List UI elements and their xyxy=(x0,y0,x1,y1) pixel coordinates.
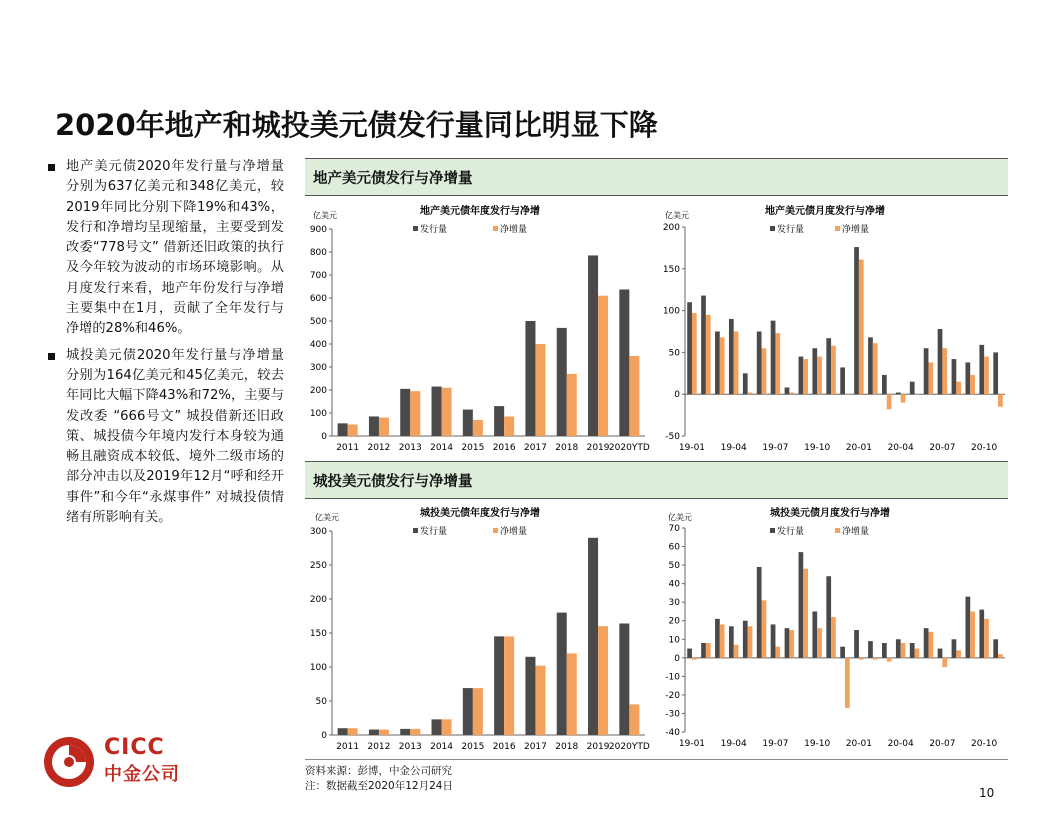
lgfv-monthly-chart xyxy=(660,500,1010,758)
section-title: 城投美元债发行与净增量 xyxy=(313,474,473,490)
legend-label: 净增量 xyxy=(500,527,528,537)
x-tick-label: 20-10 xyxy=(971,443,998,453)
bar-issue xyxy=(715,332,720,395)
bar-net xyxy=(845,394,850,395)
legend-swatch xyxy=(770,226,775,231)
x-tick-label: 2015 xyxy=(461,443,485,453)
legend-label: 净增量 xyxy=(842,527,870,537)
bullet-property xyxy=(44,157,284,340)
legend-swatch xyxy=(770,528,775,533)
y-tick-label: 70 xyxy=(668,524,680,534)
section-header-property xyxy=(305,158,1008,196)
x-tick-label: 20-04 xyxy=(887,739,914,749)
bar-issue xyxy=(557,613,567,735)
y-tick-label: 250 xyxy=(309,561,327,571)
x-tick-label: 19-04 xyxy=(720,739,747,749)
bar-issue xyxy=(338,728,348,735)
section-title: 地产美元债发行与净增量 xyxy=(313,171,473,187)
bar-net xyxy=(598,296,608,436)
logo-cn: 中金公司 xyxy=(104,764,180,785)
bar-issue xyxy=(432,387,442,436)
bar-net xyxy=(915,649,920,658)
y-tick-label: -50 xyxy=(665,432,680,442)
bar-net xyxy=(789,630,794,658)
chart-title: 地产美元债月度发行与净增 xyxy=(765,206,885,217)
bar-net xyxy=(734,645,739,658)
bar-issue xyxy=(494,406,504,436)
y-tick-label: 500 xyxy=(309,317,327,327)
bar-issue xyxy=(812,611,817,657)
bar-net xyxy=(442,388,452,436)
x-tick-label: 2014 xyxy=(430,443,454,453)
x-tick-label: 2018 xyxy=(555,742,579,752)
bar-net xyxy=(692,313,697,394)
x-tick-label: 2011 xyxy=(336,443,360,453)
bar-net xyxy=(762,348,767,394)
bar-net xyxy=(442,719,452,735)
bar-net xyxy=(928,362,933,394)
y-axis-unit: 亿美元 xyxy=(315,513,339,522)
bar-net xyxy=(473,420,483,436)
bar-net xyxy=(504,416,514,436)
y-tick-label: 300 xyxy=(309,363,327,373)
x-tick-label: 2019 xyxy=(586,742,610,752)
bar-issue xyxy=(896,393,901,395)
bar-net xyxy=(734,332,739,395)
bar-net xyxy=(379,418,389,436)
bar-issue xyxy=(965,362,970,394)
bar-issue xyxy=(525,321,535,436)
bar-net xyxy=(748,393,753,395)
bar-issue xyxy=(910,382,915,395)
legend-label: 发行量 xyxy=(777,527,805,537)
x-tick-label: 2019 xyxy=(586,443,610,453)
bar-issue xyxy=(369,730,379,735)
bar-net xyxy=(817,357,822,395)
y-axis-unit: 亿美元 xyxy=(313,211,337,220)
x-tick-label: 2017 xyxy=(523,742,547,752)
x-tick-label: 20-07 xyxy=(929,739,956,749)
x-tick-label: 20-01 xyxy=(845,739,872,749)
x-tick-label: 2018 xyxy=(555,443,579,453)
bar-net xyxy=(970,611,975,657)
y-axis-unit: 亿美元 xyxy=(668,513,692,522)
legend-swatch xyxy=(835,528,840,533)
x-tick-label: 2012 xyxy=(367,742,391,752)
bar-net xyxy=(504,636,514,735)
bar-net xyxy=(762,600,767,657)
bullet-text: 地产美元债2020年发行量与净增量分别为637亿美元和348亿美元，较2019年同比分别下降19%和43%，发行和净增均呈现缩量，主要受到发改委“778号文” 借新还旧政策的执行及今年较为波动的市场环境影响。从月度发行来看，地产年份发行与净增主要集中在1月，贡献了全年发行与净增的28%和46%。 xyxy=(66,159,284,337)
bar-issue xyxy=(910,643,915,658)
bar-issue xyxy=(882,643,887,658)
bar-net xyxy=(598,626,608,735)
bar-issue xyxy=(965,597,970,658)
x-tick-label: 19-07 xyxy=(762,443,789,453)
legend-label: 发行量 xyxy=(420,225,448,235)
bar-issue xyxy=(463,410,473,436)
bar-net xyxy=(379,730,389,735)
legend-swatch xyxy=(493,226,498,231)
y-tick-label: 50 xyxy=(668,561,680,572)
bar-issue xyxy=(588,538,598,735)
bar-issue xyxy=(525,657,535,735)
bar-issue xyxy=(993,352,998,394)
bar-net xyxy=(956,650,961,657)
bar-net xyxy=(535,666,545,735)
bar-issue xyxy=(687,302,692,394)
y-tick-label: -10 xyxy=(665,672,680,683)
lgfv-annual-chart xyxy=(305,500,650,758)
y-tick-label: 100 xyxy=(309,409,327,419)
chart-title: 地产美元债年度发行与净增 xyxy=(420,206,540,217)
y-tick-label: 200 xyxy=(309,386,327,396)
bar-issue xyxy=(588,255,598,436)
legend-label: 净增量 xyxy=(842,225,870,235)
bar-net xyxy=(942,348,947,394)
x-tick-label: 19-10 xyxy=(804,739,831,749)
y-tick-label: 200 xyxy=(309,595,327,605)
x-tick-label: 19-10 xyxy=(804,443,831,453)
bar-net xyxy=(348,425,358,437)
bar-issue xyxy=(826,576,831,658)
bar-net xyxy=(803,569,808,658)
bar-issue xyxy=(687,649,692,658)
bar-net xyxy=(928,632,933,658)
bar-issue xyxy=(729,626,734,658)
x-tick-label: 2014 xyxy=(430,742,454,752)
bullet-lgfv xyxy=(44,346,284,529)
x-tick-label: 2013 xyxy=(398,443,422,453)
bar-issue xyxy=(979,345,984,394)
bar-net xyxy=(859,260,864,395)
y-tick-label: -40 xyxy=(665,728,680,738)
bar-net xyxy=(915,394,920,395)
y-tick-label: 0 xyxy=(321,432,327,442)
legend-label: 发行量 xyxy=(777,225,805,235)
y-tick-label: 300 xyxy=(309,527,327,537)
bar-net xyxy=(692,658,697,660)
y-tick-label: 20 xyxy=(668,616,680,627)
y-tick-label: 150 xyxy=(662,264,680,275)
bar-issue xyxy=(938,649,943,658)
bar-issue xyxy=(494,636,504,735)
bar-issue xyxy=(812,348,817,394)
bar-issue xyxy=(400,729,410,735)
bar-issue xyxy=(854,247,859,394)
bar-net xyxy=(901,643,906,658)
bar-issue xyxy=(854,630,859,658)
bar-issue xyxy=(757,332,762,395)
y-tick-label: 50 xyxy=(315,697,327,707)
bar-net xyxy=(567,653,577,735)
bar-issue xyxy=(771,321,776,395)
x-tick-label: 2016 xyxy=(492,443,516,453)
date-note: 注：数据截至2020年12月24日 xyxy=(305,780,453,792)
y-tick-label: 600 xyxy=(309,294,327,304)
page-title: 2020年地产和城投美元债发行量同比明显下降 xyxy=(55,108,658,142)
y-tick-label: 900 xyxy=(309,225,327,235)
bar-net xyxy=(535,344,545,436)
bar-issue xyxy=(785,388,790,395)
bar-issue xyxy=(952,639,957,658)
bar-issue xyxy=(979,610,984,658)
x-tick-label: 19-07 xyxy=(762,739,789,749)
bar-issue xyxy=(840,367,845,394)
legend-swatch xyxy=(835,226,840,231)
chart-title: 城投美元债年度发行与净增 xyxy=(420,508,540,519)
y-tick-label: 10 xyxy=(668,635,680,646)
bar-issue xyxy=(432,719,442,735)
legend-swatch xyxy=(413,528,418,533)
x-tick-label: 19-04 xyxy=(720,443,747,453)
y-tick-label: 150 xyxy=(309,629,327,639)
y-tick-label: 30 xyxy=(668,598,680,609)
x-tick-label: 2013 xyxy=(398,742,422,752)
bar-issue xyxy=(826,338,831,394)
bar-net xyxy=(887,394,892,409)
bar-issue xyxy=(938,329,943,394)
bar-issue xyxy=(729,319,734,394)
bar-issue xyxy=(743,373,748,394)
bar-issue xyxy=(868,641,873,658)
cicc-emblem-icon xyxy=(42,733,100,791)
bar-issue xyxy=(743,621,748,658)
y-tick-label: 50 xyxy=(668,348,680,359)
y-axis-unit: 亿美元 xyxy=(665,211,689,220)
bar-issue xyxy=(757,567,762,658)
bar-net xyxy=(817,628,822,658)
bullet-text: 城投美元债2020年发行量与净增量分别为164亿美元和45亿美元，较去年同比大幅下降43%和72%，主要与发改委 “666号文” 城投借新还旧政策、城投债今年境内发行本身较为通畅且融资成本较低、境外二级市场的部分冲击以及2019年12月“呼和经开事件”和今年“永煤事件” 对城投债情绪有所影响有关。 xyxy=(66,347,284,526)
y-tick-label: 800 xyxy=(309,248,327,258)
x-tick-label: 20-01 xyxy=(845,443,872,453)
bar-issue xyxy=(771,624,776,657)
x-tick-label: 2016 xyxy=(492,742,516,752)
y-tick-label: 400 xyxy=(309,340,327,350)
bar-net xyxy=(567,374,577,436)
bar-net xyxy=(629,356,639,436)
bar-net xyxy=(984,619,989,658)
x-tick-label: 2020YTD xyxy=(608,742,650,752)
bar-issue xyxy=(715,619,720,658)
y-tick-label: 60 xyxy=(668,542,680,553)
bullet-square-icon xyxy=(48,164,55,171)
bar-net xyxy=(473,688,483,735)
bar-issue xyxy=(338,423,348,436)
bar-issue xyxy=(868,337,873,394)
bar-net xyxy=(775,333,780,394)
y-tick-label: 40 xyxy=(668,579,680,590)
y-tick-label: -20 xyxy=(665,690,680,701)
bar-net xyxy=(887,658,892,662)
y-tick-label: 100 xyxy=(309,663,327,673)
bar-issue xyxy=(799,357,804,395)
bar-issue xyxy=(785,628,790,658)
bar-issue xyxy=(882,375,887,394)
bar-net xyxy=(748,626,753,658)
bar-net xyxy=(775,647,780,658)
x-tick-label: 2020YTD xyxy=(608,443,650,453)
y-tick-label: 200 xyxy=(662,223,680,233)
y-tick-label: 100 xyxy=(662,306,680,317)
bar-issue xyxy=(463,688,473,735)
x-tick-label: 2012 xyxy=(367,443,391,453)
x-tick-label: 20-07 xyxy=(929,443,956,453)
bar-issue xyxy=(924,348,929,394)
footer-divider xyxy=(305,759,1008,760)
x-tick-label: 19-01 xyxy=(678,739,706,749)
bar-issue xyxy=(896,639,901,658)
legend-swatch xyxy=(493,528,498,533)
bar-net xyxy=(873,658,878,660)
property-annual-chart xyxy=(305,198,650,458)
bar-net xyxy=(873,343,878,394)
bar-net xyxy=(970,375,975,394)
bar-issue xyxy=(619,289,629,436)
bar-net xyxy=(720,624,725,657)
legend-label: 发行量 xyxy=(420,527,448,537)
x-tick-label: 2017 xyxy=(523,443,547,453)
chart-title: 城投美元债月度发行与净增 xyxy=(770,508,890,519)
bar-net xyxy=(942,658,947,667)
x-tick-label: 19-01 xyxy=(678,443,706,453)
y-tick-label: 0 xyxy=(674,390,680,401)
section-header-lgfv xyxy=(305,461,1008,499)
bar-net xyxy=(845,658,850,708)
y-tick-label: 0 xyxy=(674,653,680,664)
bullet-square-icon xyxy=(48,353,55,360)
bar-issue xyxy=(952,359,957,394)
bar-net xyxy=(803,359,808,394)
bar-net xyxy=(629,704,639,735)
bar-net xyxy=(410,391,420,436)
bar-issue xyxy=(701,296,706,395)
logo-en: CICC xyxy=(104,735,165,760)
bar-net xyxy=(984,357,989,395)
bar-net xyxy=(956,382,961,395)
bar-net xyxy=(706,315,711,394)
bar-net xyxy=(410,729,420,735)
x-tick-label: 20-10 xyxy=(971,739,998,749)
bar-issue xyxy=(619,623,629,735)
bar-net xyxy=(859,658,864,660)
x-tick-label: 2015 xyxy=(461,742,485,752)
source-note: 资料来源：彭博，中金公司研究 xyxy=(305,765,452,777)
bar-issue xyxy=(557,328,567,436)
bar-issue xyxy=(400,389,410,436)
x-tick-label: 2011 xyxy=(336,742,360,752)
property-monthly-chart xyxy=(660,198,1010,458)
bar-net xyxy=(706,643,711,658)
bar-issue xyxy=(799,552,804,658)
bar-net xyxy=(831,346,836,394)
bar-net xyxy=(998,654,1003,658)
bar-net xyxy=(789,393,794,395)
x-tick-label: 20-04 xyxy=(887,443,914,453)
bar-issue xyxy=(840,647,845,658)
bar-net xyxy=(998,394,1003,407)
bar-net xyxy=(348,728,358,735)
bar-issue xyxy=(701,643,706,658)
y-tick-label: 0 xyxy=(321,731,327,741)
bar-issue xyxy=(924,628,929,658)
legend-label: 净增量 xyxy=(500,225,528,235)
bar-issue xyxy=(993,639,998,658)
bar-net xyxy=(901,394,906,402)
page-number: 10 xyxy=(979,786,995,800)
y-tick-label: 700 xyxy=(309,271,327,281)
legend-swatch xyxy=(413,226,418,231)
y-tick-label: -30 xyxy=(665,709,680,720)
bar-issue xyxy=(369,416,379,436)
bullet-list xyxy=(44,157,284,534)
bar-net xyxy=(831,617,836,658)
bar-net xyxy=(720,337,725,394)
